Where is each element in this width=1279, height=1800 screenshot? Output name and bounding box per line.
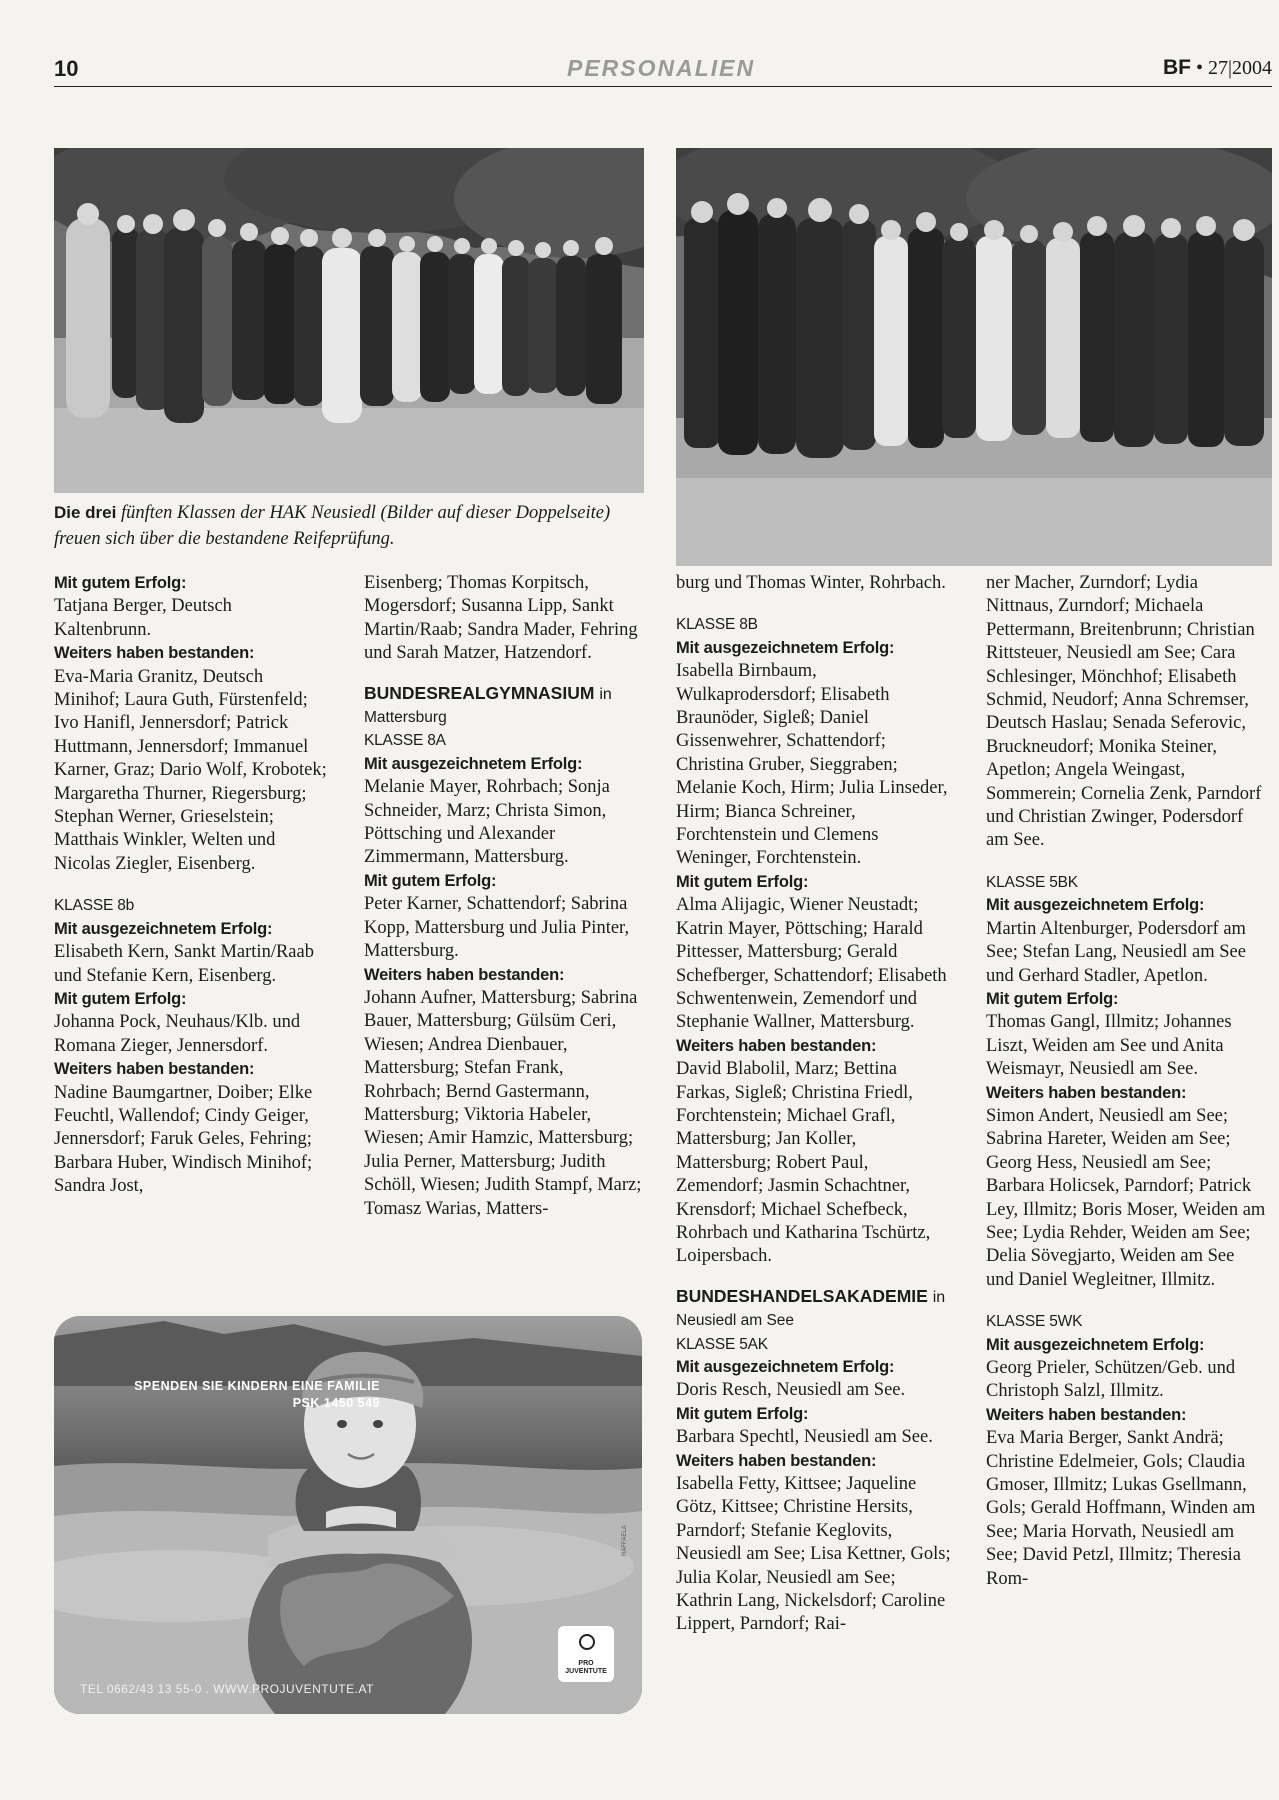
page-number: 10 — [54, 56, 79, 81]
issue-number: 27|2004 — [1207, 57, 1272, 79]
names-continued: burg und Thomas Winter, Rohrbach. — [676, 573, 946, 593]
logo-text-pro: PRO — [578, 1660, 594, 1667]
heading-good-result: Mit gutem Erfolg: — [986, 989, 1119, 1008]
page-header — [54, 52, 1272, 87]
heading-good-result: Mit gutem Erfolg: — [54, 989, 187, 1008]
heading-excellent: Mit ausgezeichnetem Erfolg: — [364, 754, 583, 773]
class-label: KLASSE 8b — [54, 897, 135, 915]
ad-contact: TEL 0662/43 13 55-0 . WWW.PROJUVENTUTE.AT — [80, 1682, 374, 1696]
school-name — [364, 682, 644, 706]
article-column-3 — [676, 572, 952, 1637]
class-label: KLASSE 8A — [364, 732, 446, 750]
heading-passed: Weiters haben bestanden: — [676, 1451, 877, 1470]
names-passed: Nadine Baumgartner, Doiber; Elke Feuchtl, Wallendof; Cindy Geiger, Jennersdorf; Faruk Geles, Fehring; Barbara Huber, Windisch Minihof; Sandra Jost, — [54, 1082, 313, 1197]
names-continued: ner Macher, Zurndorf; Lydia Nittnaus, Zurndorf; Michaela Pettermann, Breitenbrunn; Christian Rittsteuer, Neusiedl am See; Cara Schlesinger, Mönchhof; Elisabeth Schmid, Neudorf; Anna Schremser, Deutsch Haslau; Senada Seferovic, Bruckneudorf; Monika Steiner, Apetlon; Angela Weingast, Sommerein; Cornelia Zenk, Parndorf und Christian Zwinger, Podersdorf am See. — [986, 573, 1262, 851]
ad-headline: SPENDEN SIE KINDERN EINE FAMILIE — [134, 1379, 380, 1393]
caption-text: fünften Klassen der HAK Neusiedl (Bilder auf dieser Doppelseite) freuen sich über die bestandene Reifeprüfung. — [54, 503, 611, 549]
heading-good-result: Mit gutem Erfolg: — [364, 871, 497, 890]
heading-passed: Weiters haben bestanden: — [986, 1083, 1187, 1102]
logo-text-juventute: JUVENTUTE — [565, 1668, 607, 1675]
school-location: Neusiedl am See — [676, 1312, 795, 1330]
school-location: Mattersburg — [364, 709, 447, 727]
heading-good-result: Mit gutem Erfolg: — [676, 1404, 809, 1423]
ad-bank-account: PSK 1450 549 — [292, 1396, 380, 1410]
heading-excellent: Mit ausgezeichnetem Erfolg: — [676, 638, 895, 657]
logo-ring-icon — [579, 1634, 595, 1650]
heading-good-result: Mit gutem Erfolg: — [54, 574, 187, 592]
school-in: in — [599, 685, 612, 703]
heading-passed: Weiters haben bestanden: — [54, 1060, 255, 1079]
heading-good-result: Mit gutem Erfolg: — [676, 872, 809, 891]
class-photo-left-image — [54, 148, 644, 493]
class-photo-left — [54, 148, 644, 493]
class-label: KLASSE 5WK — [986, 1313, 1083, 1331]
names-passed: Simon Andert, Neusiedl am See; Sabrina Hareter, Weiden am See; Georg Hess, Neusiedl am See; Barbara Holicsek, Parndorf; Patrick Ley, Illmitz; Boris Moser, Weiden am See; Lydia Rehder, Weiden am See; Delia Sövegjarto, Weiden am See und Daniel Wegleitner, Illmitz. — [986, 1105, 1266, 1290]
names-good-result: Barbara Spechtl, Neusiedl am See. — [676, 1427, 933, 1448]
names-good-result: Johanna Pock, Neuhaus/Klb. und Romana Zieger, Jennersdorf. — [54, 1012, 301, 1056]
school-name — [676, 1285, 952, 1309]
class-label: KLASSE 5AK — [676, 1335, 768, 1353]
class-photo-right-image — [676, 148, 1272, 566]
heading-passed: Weiters haben bestanden: — [54, 644, 255, 663]
photo-caption — [54, 500, 644, 552]
class-photo-right — [676, 148, 1272, 566]
names-continued: Eisenberg; Thomas Korpitsch, Mogersdorf; Susanna Lipp, Sankt Martin/Raab; Sandra Mader, Fehring und Sarah Matzer, Hatzendorf. — [364, 573, 638, 664]
names-passed: Johann Aufner, Mattersburg; Sabrina Bauer, Mattersburg; Gülsüm Ceri, Wiesen; Andrea Dienbauer, Mattersburg; Stefan Frank, Rohrbach; Bernd Gastermann, Mattersburg; Viktoria Habeler, Wiesen; Amir Hamzic, Mattersburg; Julia Perner, Mattersburg; Judith Schöll, Wiesen; Judith Stampf, Marz; Tomasz Warias, Matters- — [364, 987, 642, 1219]
article-column-2 — [364, 572, 644, 1221]
publication-name: BF — [1162, 56, 1191, 79]
pro-juventute-ad — [54, 1316, 642, 1714]
names-good-result: Peter Karner, Schattendorf; Sabrina Kopp, Mattersburg und Julia Pinter, Mattersburg. — [364, 894, 630, 962]
heading-excellent: Mit ausgezeichnetem Erfolg: — [986, 1335, 1205, 1354]
names-excellent: Melanie Mayer, Rohrbach; Sonja Schneider, Marz; Christa Simon, Pöttsching und Alexander Zimmermann, Mattersburg. — [364, 777, 610, 868]
heading-excellent: Mit ausgezeichnetem Erfolg: — [986, 896, 1205, 915]
issue-info — [1163, 56, 1272, 80]
article-column-4 — [986, 572, 1266, 1591]
names-excellent: Elisabeth Kern, Sankt Martin/Raab und Stefanie Kern, Eisenberg. — [54, 942, 314, 986]
school-in: in — [932, 1288, 946, 1306]
header-separator: • — [1195, 57, 1203, 79]
caption-lead: Die drei — [54, 503, 117, 522]
school-title: BUNDESREALGYMNASIUM — [364, 682, 595, 703]
heading-passed: Weiters haben bestanden: — [676, 1036, 877, 1055]
logo-text — [558, 1660, 614, 1676]
names-excellent: Georg Prieler, Schützen/Geb. und Christoph Salzl, Illmitz. — [986, 1358, 1236, 1402]
names-excellent: Isabella Birnbaum, Wulkaprodersdorf; Elisabeth Braunöder, Sigleß; Daniel Gissenwehrer, Schattendorf; Christina Gruber, Sieggraben; Melanie Koch, Hirm; Julia Linseder, Hirm; Bianca Schreiner, Forchtenstein und Clemens Weninger, Forchtenstein. — [676, 661, 948, 869]
ad-photo-credit: RAFFAELA — [622, 1525, 628, 1556]
names-excellent: Doris Resch, Neusiedl am See. — [676, 1380, 906, 1401]
ad-illustration — [54, 1316, 642, 1714]
heading-passed: Weiters haben bestanden: — [986, 1405, 1187, 1424]
names-good-result: Thomas Gangl, Illmitz; Johannes Liszt, Weiden am See und Anita Weismayr, Neusiedl am See. — [986, 1012, 1232, 1080]
heading-excellent: Mit ausgezeichnetem Erfolg: — [54, 919, 273, 938]
names-excellent: Martin Altenburger, Podersdorf am See; Stefan Lang, Neusiedl am See und Gerhard Stadler, Apetlon. — [986, 918, 1246, 986]
section-title: PERSONALIEN — [567, 55, 756, 81]
article-column-1 — [54, 572, 330, 1199]
names-good-result: Tatjana Berger, Deutsch Kaltenbrunn. — [54, 596, 232, 640]
names-passed: Isabella Fetty, Kittsee; Jaqueline Götz, Kittsee; Christine Hersits, Parndorf; Stefanie Keglovits, Neusiedl am See; Lisa Kettner, Gols; Julia Kolar, Neusiedl am See; Kathrin Lang, Nickelsdorf; Caroline Lippert, Parndorf; Rai- — [676, 1474, 951, 1635]
class-label: KLASSE 8B — [676, 616, 758, 634]
heading-excellent: Mit ausgezeichnetem Erfolg: — [676, 1358, 895, 1376]
pro-juventute-logo — [558, 1626, 614, 1682]
names-passed: David Blabolil, Marz; Bettina Farkas, Sigleß; Christina Friedl, Forchtenstein; Michael Grafl, Mattersburg; Jan Koller, Mattersburg; Robert Paul, Zemendorf; Jasmin Schachtner, Krensdorf; Michael Schefbeck, Rohrbach und Katharina Tschürtz, Loipersbach. — [676, 1059, 931, 1267]
names-passed: Eva Maria Berger, Sankt Andrä; Christine Edelmeier, Gols; Claudia Gmoser, Illmitz; Lukas Gsellmann, Gols; Gerald Hoffmann, Winden am See; Maria Horvath, Neusiedl am See; David Petzl, Illmitz; Theresia Rom- — [986, 1428, 1256, 1589]
names-good-result: Alma Alijagic, Wiener Neustadt; Katrin Mayer, Pöttsching; Harald Pittesser, Mattersburg; Gerald Schefberger, Schattendorf; Elisabeth Schwentenwein, Zemendorf und Stephanie Wallner, Mattersburg. — [676, 895, 947, 1033]
class-label: KLASSE 5BK — [986, 873, 1078, 891]
names-passed: Eva-Maria Granitz, Deutsch Minihof; Laura Guth, Fürstenfeld; Ivo Hanifl, Jennersdorf; Patrick Huttmann, Jennersdorf; Immanuel Karner, Graz; Dario Wolf, Krobotek; Margaretha Thurner, Riegersburg; Stephan Werner, Grieselstein; Matthais Winkler, Welten und Nicolas Ziegler, Eisenberg. — [54, 666, 327, 874]
school-title: BUNDESHANDELSAKADEMIE — [676, 1285, 928, 1306]
heading-passed: Weiters haben bestanden: — [364, 965, 565, 984]
